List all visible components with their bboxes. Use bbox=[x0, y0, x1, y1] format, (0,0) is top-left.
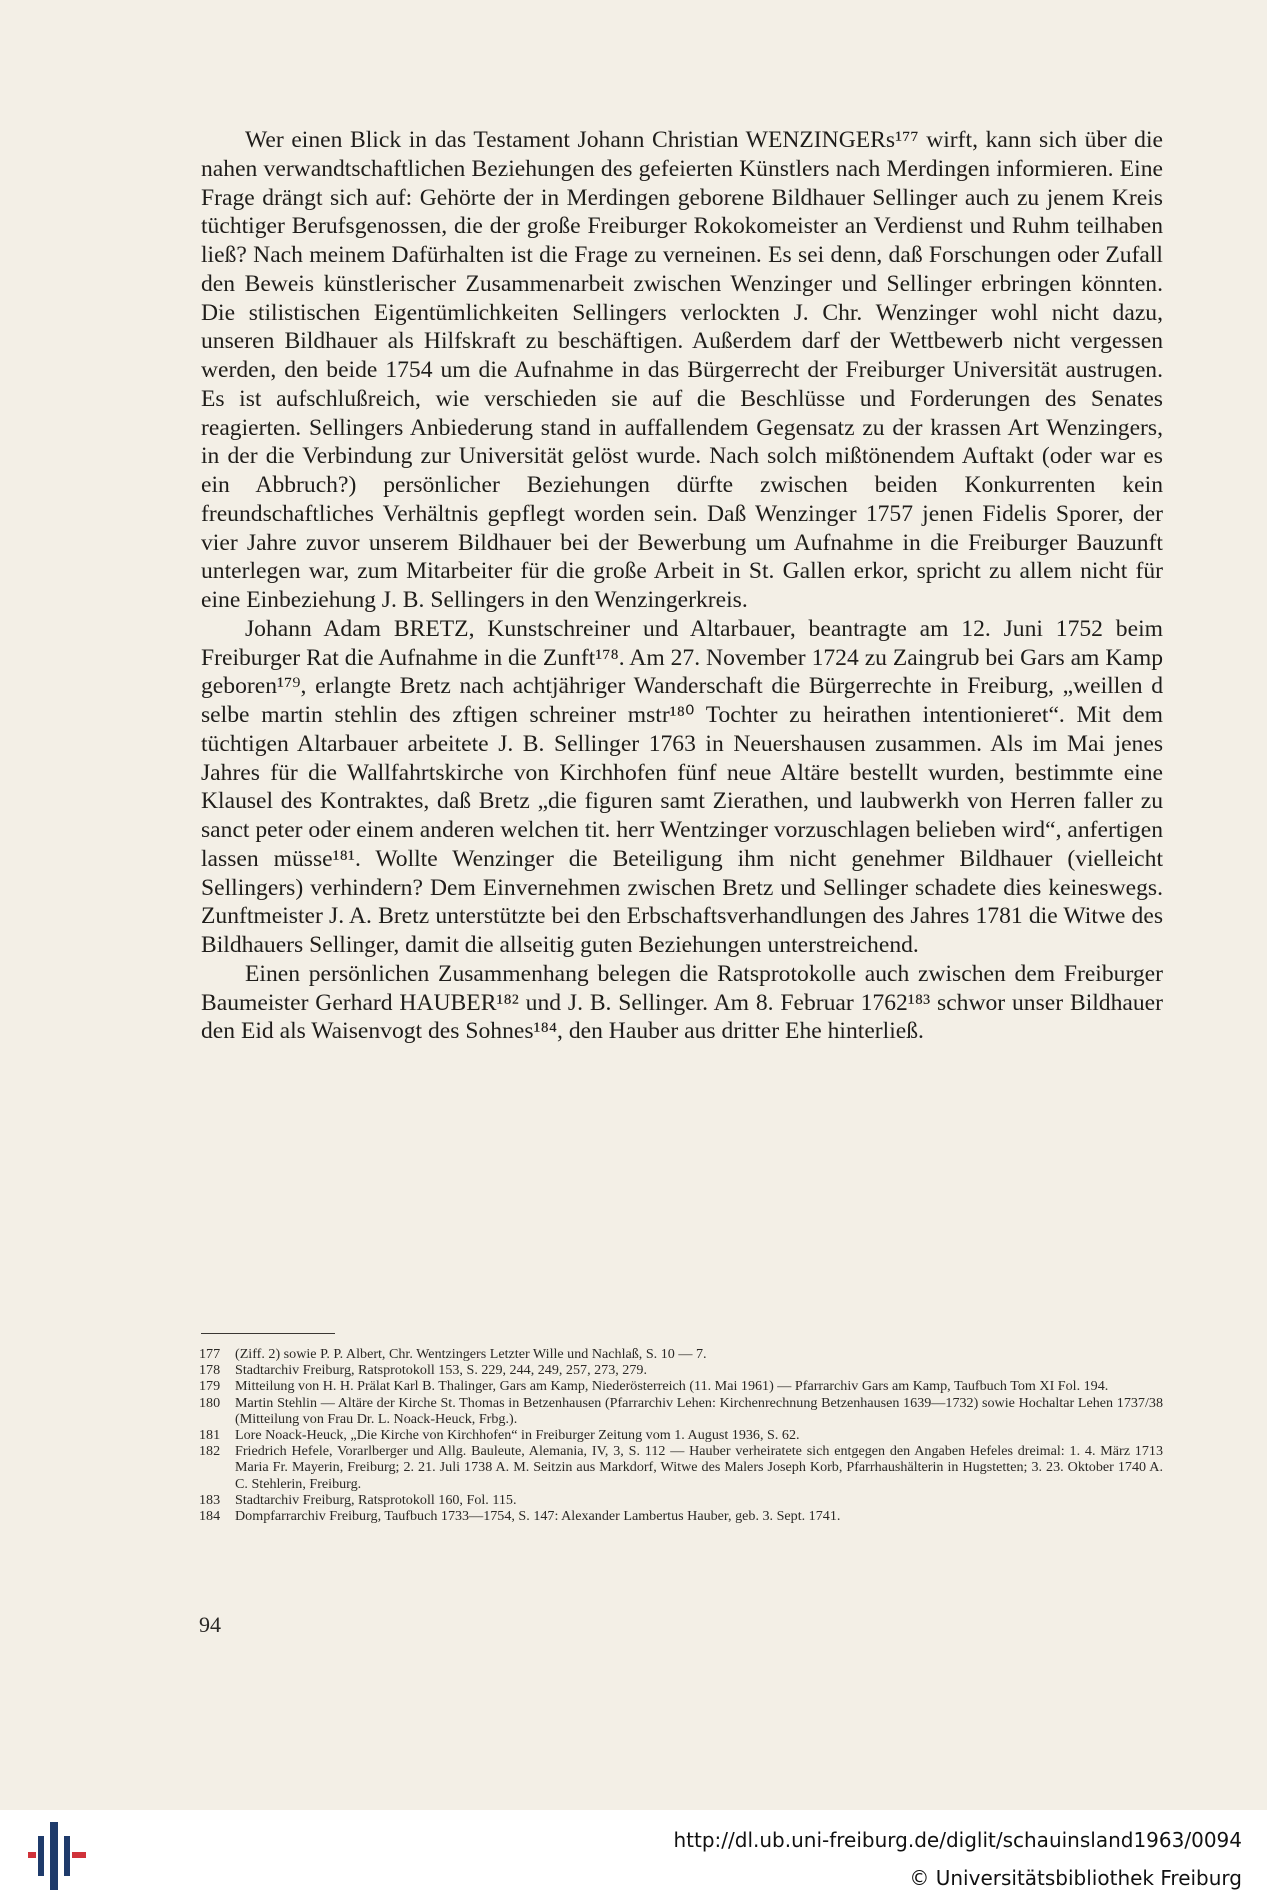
footnote bbox=[199, 1508, 1163, 1524]
paragraph: Johann Adam BRETZ, Kunstschreiner und Altarbauer, beantragte am 12. Juni 1752 beim Freiburger Rat die Aufnahme in die Zunft¹⁷⁸. Am 27. November 1724 zu Zaingrub bei Gars am Kamp geboren¹⁷⁹, erlangte Bretz nach achtjähriger Wanderschaft die Bürgerrechte in Freiburg, „weillen d selbe martin stehlin des zftigen schreiner mstr¹⁸⁰ Tochter zu heirathen intentionieret“. Mit dem tüchtigen Altarbauer arbeitete J. B. Sellinger 1763 in Neuershausen zusammen. Als im Mai jenes Jahres für die Wallfahrtskirche von Kirchhofen fünf neue Altäre bestellt wurden, bestimmte eine Klausel des Kontraktes, daß Bretz „die figuren samt Zierathen, und laubwerkh von Herren faller zu sanct peter oder einem anderen welchen tit. herr Wentzinger vorzuschlagen belieben wird“, anfertigen lassen müsse¹⁸¹. Wollte Wenzinger die Beteiligung ihm nicht genehmer Bildhauer (vielleicht Sellingers) verhindern? Dem Einvernehmen zwischen Bretz und Sellinger schadete dies keineswegs. Zunftmeister J. A. Bretz unterstützte bei den Erbschaftsverhandlungen des Jahres 1781 die Witwe des Bildhauers Sellinger, damit die allseitig guten Beziehungen unterstreichend. bbox=[201, 615, 1163, 958]
footnote-text: Dompfarrarchiv Freiburg, Taufbuch 1733—1754, S. 147: Alexander Lambertus Hauber, geb. 3. Sept. 1741. bbox=[235, 1508, 841, 1525]
copyright-notice: © Universitätsbibliothek Freiburg bbox=[909, 1866, 1242, 1890]
paragraph: Wer einen Blick in das Testament Johann Christian WENZINGERs¹⁷⁷ wirft, kann sich über die nahen verwandtschaftlichen Beziehungen des gefeierten Künstlers nach Merdingen informieren. Eine Frage drängt sich auf: Gehörte der in Merdingen geborene Bildhauer Sellinger auch zu jenem Kreis tüchtiger Berufsgenossen, die der große Freiburger Rokokomeister an Verdienst und Ruhm teilhaben ließ? Nach meinem Dafürhalten ist die Frage zu verneinen. Es sei denn, daß Forschungen oder Zufall den Beweis künstlerischer Zusammenarbeit zwischen Wenzinger und Sellinger erbringen könnten. Die stilistischen Eigentümlichkeiten Sellingers verlockten J. Chr. Wenzinger wohl nicht dazu, unseren Bildhauer als Hilfskraft zu beschäftigen. Außerdem darf der Wettbewerb nicht vergessen werden, den beide 1754 um die Aufnahme in das Bürgerrecht der Freiburger Universität austrugen. Es ist aufschlußreich, wie verschieden sie auf die Beschlüsse und Forderungen des Senates reagierten. Sellingers Anbiederung stand in auffallendem Gegensatz zu der krassen Art Wenzingers, in der die Verbindung zur Universität gelöst wurde. Nach solch mißtönendem Auftakt (oder war es ein Abbruch?) persönlicher Beziehungen dürfte zwischen beiden Konkurrenten kein freundschaftliches Verhältnis gepflegt worden sein. Daß Wenzinger 1757 jenen Fidelis Sporer, der vier Jahre zuvor unserem Bildhauer bei der Bewerbung um Aufnahme in die Freiburger Bauzunft unterlegen war, zum Mitarbeiter für die große Arbeit in St. Gallen erkor, spricht zu allem nicht für eine Einbeziehung J. B. Sellingers in den Wenzingerkreis. bbox=[201, 127, 1163, 613]
footnote-number: 177 bbox=[199, 1346, 221, 1362]
footnotes bbox=[199, 1346, 1163, 1524]
source-url-link[interactable]: http://dl.ub.uni-freiburg.de/diglit/schauinsland1963/0094 bbox=[673, 1828, 1242, 1852]
footnote-number: 178 bbox=[199, 1362, 221, 1379]
page-number: 94 bbox=[199, 1612, 221, 1637]
paragraph: Einen persönlichen Zusammenhang belegen die Ratsprotokolle auch zwischen dem Freiburger Baumeister Gerhard HAUBER¹⁸² und J. B. Sellinger. Am 8. Februar 1762¹⁸³ schwor unser Bildhauer den Eid als Waisenvogt des Sohnes¹⁸⁴, den Hauber aus dritter Ehe hinterließ. bbox=[201, 960, 1163, 1045]
footnote bbox=[199, 1427, 1163, 1443]
footnote-text: Mitteilung von H. H. Prälat Karl B. Thalinger, Gars am Kamp, Niederösterreich (11. Mai 1961) — Pfarrarchiv Gars am Kamp, Taufbuch Tom XI Fol. 194. bbox=[235, 1378, 1109, 1395]
footnote-text: Stadtarchiv Freiburg, Ratsprotokoll 160, Fol. 115. bbox=[235, 1491, 517, 1508]
footnote bbox=[199, 1378, 1163, 1394]
viewer-footer bbox=[0, 1810, 1267, 1903]
footnote-number: 181 bbox=[199, 1427, 221, 1444]
footnote bbox=[199, 1362, 1163, 1378]
body-text bbox=[201, 126, 1163, 1046]
footnote bbox=[199, 1395, 1163, 1427]
footnote-text: Lore Noack-Heuck, „Die Kirche von Kirchhofen“ in Freiburger Zeitung vom 1. August 1936, S. 62. bbox=[235, 1427, 800, 1444]
footnote bbox=[199, 1346, 1163, 1362]
footnote bbox=[199, 1492, 1163, 1508]
ub-freiburg-logo-icon bbox=[28, 1822, 88, 1890]
footnote-divider bbox=[201, 1333, 335, 1334]
footnote-text: (Ziff. 2) sowie P. P. Albert, Chr. Wentzingers Letzter Wille und Nachlaß, S. 10 — 7. bbox=[235, 1346, 707, 1362]
footnote bbox=[199, 1443, 1163, 1492]
footnote-text: Friedrich Hefele, Vorarlberger und Allg. Bauleute, Alemania, IV, 3, S. 112 — Hauber verheiratete sich entgegen den Angaben Hefeles dreimal: 1. 4. März 1713 Maria Fr. Mayerin, Freiburg; 2. 21. Juli 1738 A. M. Seitzin aus Markdorf, Witwe des Malers Joseph Korb, Pfarrhaushälterin in Hugstetten; 3. 23. Oktober 1740 A. C. Stehlerin, Freiburg. bbox=[235, 1443, 1163, 1492]
footnote-number: 183 bbox=[199, 1491, 221, 1508]
footnote-number: 184 bbox=[199, 1508, 221, 1525]
footnote-text: Martin Stehlin — Altäre der Kirche St. Thomas in Betzenhausen (Pfarrarchiv Lehen: Kirchenrechnung Betzenhausen 1639—1732) sowie Hochaltar Lehen 1737/38 (Mitteilung von Frau Dr. L. Noack-Heuck, Frbg.). bbox=[235, 1394, 1163, 1427]
footnote-number: 179 bbox=[199, 1378, 221, 1395]
footnote-number: 180 bbox=[199, 1394, 221, 1411]
footnote-number: 182 bbox=[199, 1443, 221, 1460]
footnote-text: Stadtarchiv Freiburg, Ratsprotokoll 153, S. 229, 244, 249, 257, 273, 279. bbox=[235, 1362, 647, 1379]
